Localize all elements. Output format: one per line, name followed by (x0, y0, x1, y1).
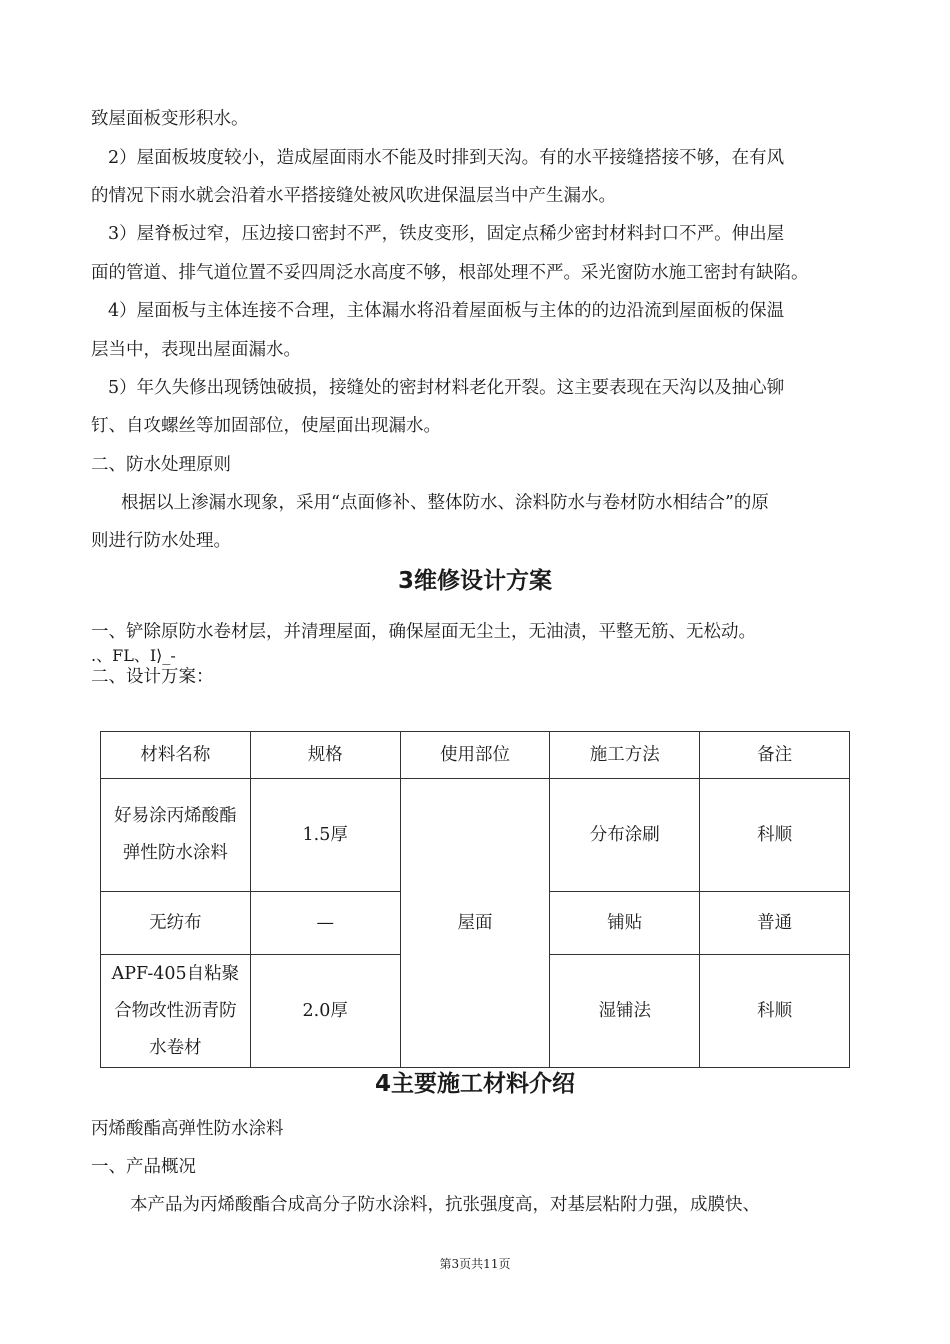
method-cell: 铺贴 (550, 892, 700, 955)
method-cell: 湿铺法 (550, 955, 700, 1068)
text-line: 的情况下雨水就会沿着水平搭接缝处被风吹进保温层当中产生漏水。 (91, 186, 616, 206)
header-cell: 备注 (700, 732, 850, 779)
header-cell: 材料名称 (101, 732, 251, 779)
text-line: 2）屋面板坡度较小，造成屋面雨水不能及时排到天沟。有的水平接缝搭接不够，在有风 (108, 148, 785, 168)
text-line: 面的管道、排气道位置不妥四周泛水高度不够，根部处理不严。采光窗防水施工密封有缺陷。 (91, 263, 809, 283)
location-cell: 屋面 (400, 779, 550, 1068)
plan-line: 二、设计万案： (91, 667, 214, 687)
plan-line: 一、铲除原防水卷材层，并清理屋面，确保屋面无尘土，无油渍，平整无筋、无松动。 (91, 622, 756, 642)
remark-cell: 科顺 (700, 955, 850, 1068)
header-cell: 使用部位 (400, 732, 550, 779)
section-heading: 二、防水处理原则 (91, 455, 231, 475)
text-line: 5）年久失修出现锈蚀破损，接缝处的密封材料老化开裂。这主要表现在天沟以及抽心铆 (108, 378, 785, 398)
section-4-title: 4主要施工材料介绍 (374, 1071, 575, 1097)
text-line: 4）屋面板与主体连接不合理，主体漏水将沿着屋面板与主体的的边沿流到屋面板的保温 (108, 301, 785, 321)
table-header-row (101, 732, 850, 779)
material-name-cell: 好易涂丙烯酸酯弹性防水涂料 (101, 779, 251, 892)
plan-line: .、FL、I⟩_- (91, 646, 176, 665)
text-line: 3）屋脊板过窄，压边接口密封不严，铁皮变形，固定点稀少密封材料封口不严。伸出屋 (108, 224, 785, 244)
remark-cell: 科顺 (700, 779, 850, 892)
spec-cell: 2.0厚 (250, 955, 400, 1068)
text-line: 则进行防水处理。 (91, 531, 231, 551)
text-line: 根据以上渗漏水现象，采用“点面修补、整体防水、涂料防水与卷材防水相结合”的原 (121, 493, 769, 513)
spec-cell: 1.5厚 (250, 779, 400, 892)
text-line: 致屋面板变形积水。 (91, 109, 249, 129)
material-name-cell: 无纺布 (101, 892, 251, 955)
spec-cell: — (250, 892, 400, 955)
page-footer: 第3页共11页 (439, 1257, 511, 1271)
method-cell: 分布涂刷 (550, 779, 700, 892)
text-line: 钉、自攻螺丝等加固部位，使屋面出现漏水。 (91, 416, 441, 436)
text-line: 本产品为丙烯酸酯合成高分子防水涂料，抗张强度高，对基层粘附力强，成膜快、 (130, 1195, 760, 1215)
product-title: 丙烯酸酯高弹性防水涂料 (91, 1119, 284, 1139)
materials-table (100, 731, 850, 1068)
header-cell: 规格 (250, 732, 400, 779)
section-3-title: 3维修设计方案 (397, 568, 552, 594)
remark-cell: 普通 (700, 892, 850, 955)
header-cell: 施工方法 (550, 732, 700, 779)
text-line: 层当中，表现出屋面漏水。 (91, 340, 301, 360)
subsection-heading: 一、产品概况 (91, 1157, 196, 1177)
material-name-cell: APF-405自粘聚合物改性沥青防水卷材 (101, 955, 251, 1068)
table-row (101, 779, 850, 892)
